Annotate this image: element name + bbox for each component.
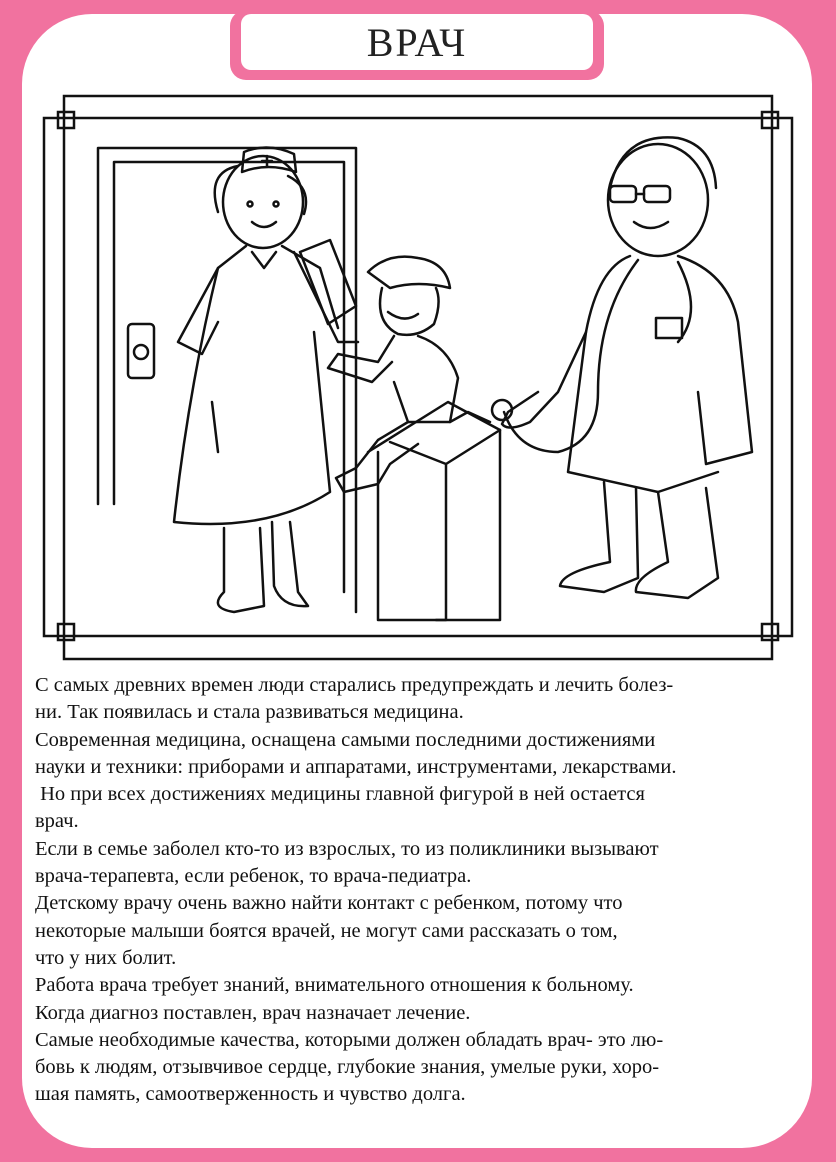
text-line: Если в семье заболел кто-то из взрослых, то из поликлиники вызывают (35, 837, 659, 860)
text-line: некоторые малыши боятся врачей, не могут сами рассказать о том, (35, 919, 618, 942)
text-line: Детскому врачу очень важно найти контакт с ребенком, потому что (35, 892, 623, 915)
clinic-illustration (98, 137, 752, 620)
text-line: Работа врача требует знаний, внимательного отношения к больному. (35, 974, 634, 997)
title-box (241, 14, 593, 70)
page-title: ВРАЧ (366, 19, 468, 65)
door-drawing (98, 148, 356, 612)
text-line: С самых древних времен люди старались предупреждать и лечить болез- (35, 674, 674, 696)
doctor-drawing (492, 137, 752, 598)
text-line: врач. (35, 810, 79, 833)
text-line: шая память, самоотверженность и чувство долга. (35, 1083, 466, 1106)
nurse-drawing (174, 147, 358, 612)
illustration-frame (38, 92, 798, 667)
text-line: бовь к людям, отзывчивое сердце, глубокие знания, умелые руки, хоро- (35, 1056, 660, 1079)
text-line: науки и техники: приборами и аппаратами, инструментами, лекарствами. (35, 755, 677, 778)
text-line: ни. Так появилась и стала развиваться медицина. (35, 701, 464, 724)
text-line: что у них болит. (35, 946, 177, 969)
boy-drawing (328, 257, 490, 492)
text-line: Самые необходимые качества, которыми должен обладать врач- это лю- (35, 1028, 664, 1051)
text-line: Современная медицина, оснащена самыми последними достижениями (35, 728, 656, 751)
text-line: врача-терапевта, если ребенок, то врача-педиатра. (35, 865, 472, 888)
article-text (35, 672, 815, 1109)
text-line: Когда диагноз поставлен, врач назначает лечение. (35, 1001, 471, 1024)
text-line: Но при всех достижениях медицины главной фигурой в ней остается (35, 783, 645, 806)
